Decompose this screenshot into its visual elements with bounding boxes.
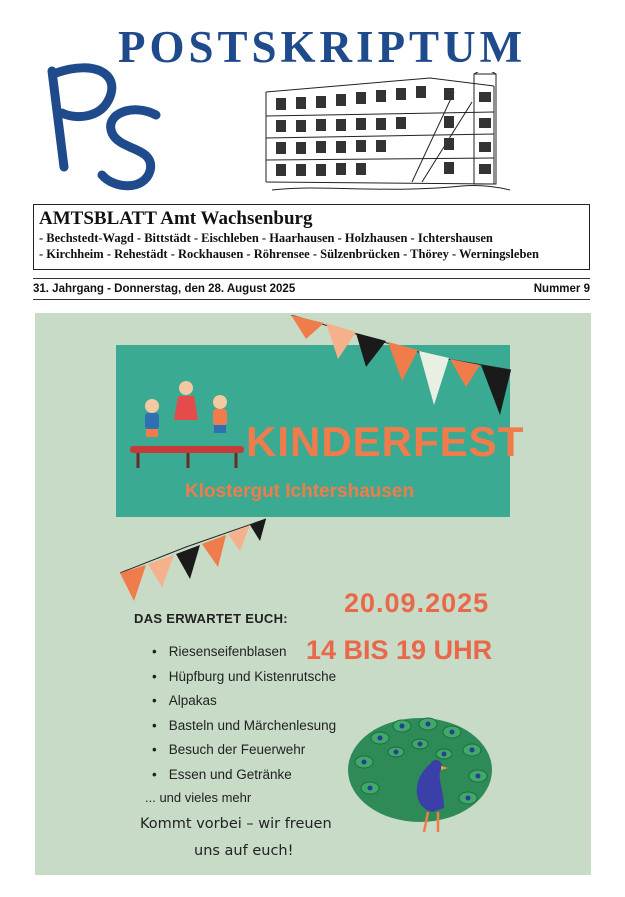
issue-number: Nummer 9 [533, 283, 590, 295]
list-item: • Besuch der Feuerwehr [152, 738, 336, 763]
poster-subtitle: Klostergut Ichtershausen [185, 481, 415, 502]
event-time: 14 BIS 19 UHR [306, 635, 493, 665]
amtsblatt-title: AMTSBLATT Amt Wachsenburg [39, 208, 313, 229]
list-item: • Riesenseifenblasen [152, 640, 336, 665]
invitation-line-2: uns auf euch! [194, 843, 294, 859]
list-item: • Alpakas [152, 689, 336, 714]
divider-top [33, 278, 590, 279]
ps-logo [38, 55, 173, 200]
issue-info: 31. Jahrgang - Donnerstag, den 28. August 2025 [33, 283, 296, 295]
poster-title: KINDERFEST [246, 418, 525, 465]
newspaper-title: POSTSKRIPTUM [118, 22, 527, 72]
more-text: ... und vieles mehr [145, 790, 252, 805]
expect-heading: DAS ERWARTET EUCH: [134, 611, 288, 626]
towns-line-2: - Kirchheim - Rehestädt - Rockhausen - Röhrensee - Sülzenbrücken - Thörey - Werningsleben [39, 247, 539, 261]
amtsblatt-box [33, 204, 590, 270]
towns-line-1: - Bechstedt-Wagd - Bittstädt - Eischleben - Haarhausen - Holzhausen - Ichtershausen [39, 231, 493, 245]
list-item: • Basteln und Märchenlesung [152, 714, 336, 739]
list-item: • Essen und Getränke [152, 763, 336, 788]
peacock-illustration [340, 712, 495, 837]
divider-bottom [33, 299, 590, 300]
building-illustration [262, 72, 514, 196]
invitation-line-1: Kommt vorbei – wir freuen [140, 816, 332, 832]
activities-list [152, 640, 336, 787]
list-item: • Hüpfburg und Kistenrutsche [152, 665, 336, 690]
event-date: 20.09.2025 [344, 588, 490, 618]
trampoline-kids-illustration [128, 380, 248, 470]
